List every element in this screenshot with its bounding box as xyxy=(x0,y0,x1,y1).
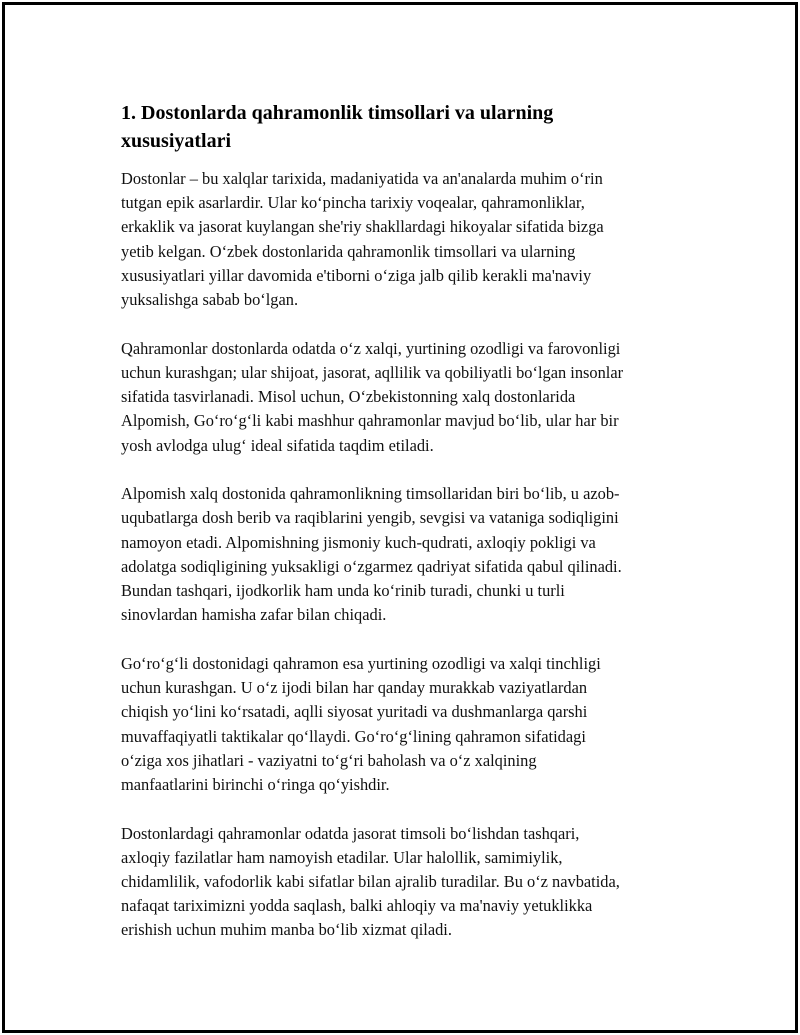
document-body xyxy=(121,99,691,967)
paragraph-intro: Dostonlar – bu xalqlar tarixida, madaniyatida va an'analarda muhim o‘rin tutgan epik asarlardir. Ular ko‘pincha tarixiy voqealar, qahramonliklar, erkaklik va jasorat kuylangan she'riy shakllardagi hikoyalar sifatida bizga yetib kelgan. O‘zbek dostonlarida qahramonlik timsollari va ularning xususiyatlari yillar davomida e'tiborni o‘ziga jalb qilib kerakli ma'naviy yuksalishga sabab bo‘lgan. xyxy=(121,169,604,310)
paragraph-conclusion: Dostonlardagi qahramonlar odatda jasorat timsoli bo‘lishdan tashqari, axloqiy fazilatlar ham namoyish etadilar. Ular halollik, samimiylik, chidamlilik, vafodorlik kabi sifatlar bilan ajralib turadilar. Bu o‘z navbatida, nafaqat tariximizni yodda saqlash, balki ahloqiy va ma'naviy yetuklikka erishish uchun muhim manba bo‘lib xizmat qiladi. xyxy=(121,823,620,940)
paragraph-alpomish: Alpomish xalq dostonida qahramonlikning timsollaridan biri bo‘lib, u azob- uqubatlarga dosh berib va raqiblarini yengib, sevgisi va vataniga sodiqligini namoyon etadi. Alpomishning jismoniy kuch-qudrati, axloqiy pokligi va adolatga sodiqligining yuksakligi o‘zgarmez qadriyat sifatida qabul qilinadi. Bundan tashqari, ijodkorlik ham unda ko‘rinib turadi, chunki u turli sinovlardan hamisha zafar bilan chiqadi. xyxy=(121,484,622,625)
page-frame xyxy=(2,2,798,1033)
paragraph-gorogli: Go‘ro‘g‘li dostonidagi qahramon esa yurtining ozodligi va xalqi tinchligi uchun kurashgan. U o‘z ijodi bilan har qanday murakkab vaziyatlardan chiqish yo‘lini ko‘rsatadi, aqlli siyosat yuritadi va dushmanlarga qarshi muvaffaqiyatli taktikalar qo‘llaydi. Go‘ro‘g‘lining qahramon sifatidagi o‘ziga xos jihatlari - vaziyatni to‘g‘ri baholash va o‘z xalqining manfaatlarini birinchi o‘ringa qo‘yishdir. xyxy=(121,653,601,794)
paragraph-heroes: Qahramonlar dostonlarda odatda o‘z xalqi, yurtining ozodligi va farovonligi uchun kurashgan; ular shijoat, jasorat, aqllilik va qobiliyatli bo‘lgan insonlar sifatida tasvirlanadi. Misol uchun, O‘zbekistonning xalq dostonlarida Alpomish, Go‘ro‘g‘li kabi mashhur qahramonlar mavjud bo‘lib, ular har bir yosh avlodga ulug‘ ideal sifatida taqdim etiladi. xyxy=(121,338,624,455)
section-heading: 1. Dostonlarda qahramonlik timsollari va ularning xususiyatlari xyxy=(121,102,554,152)
